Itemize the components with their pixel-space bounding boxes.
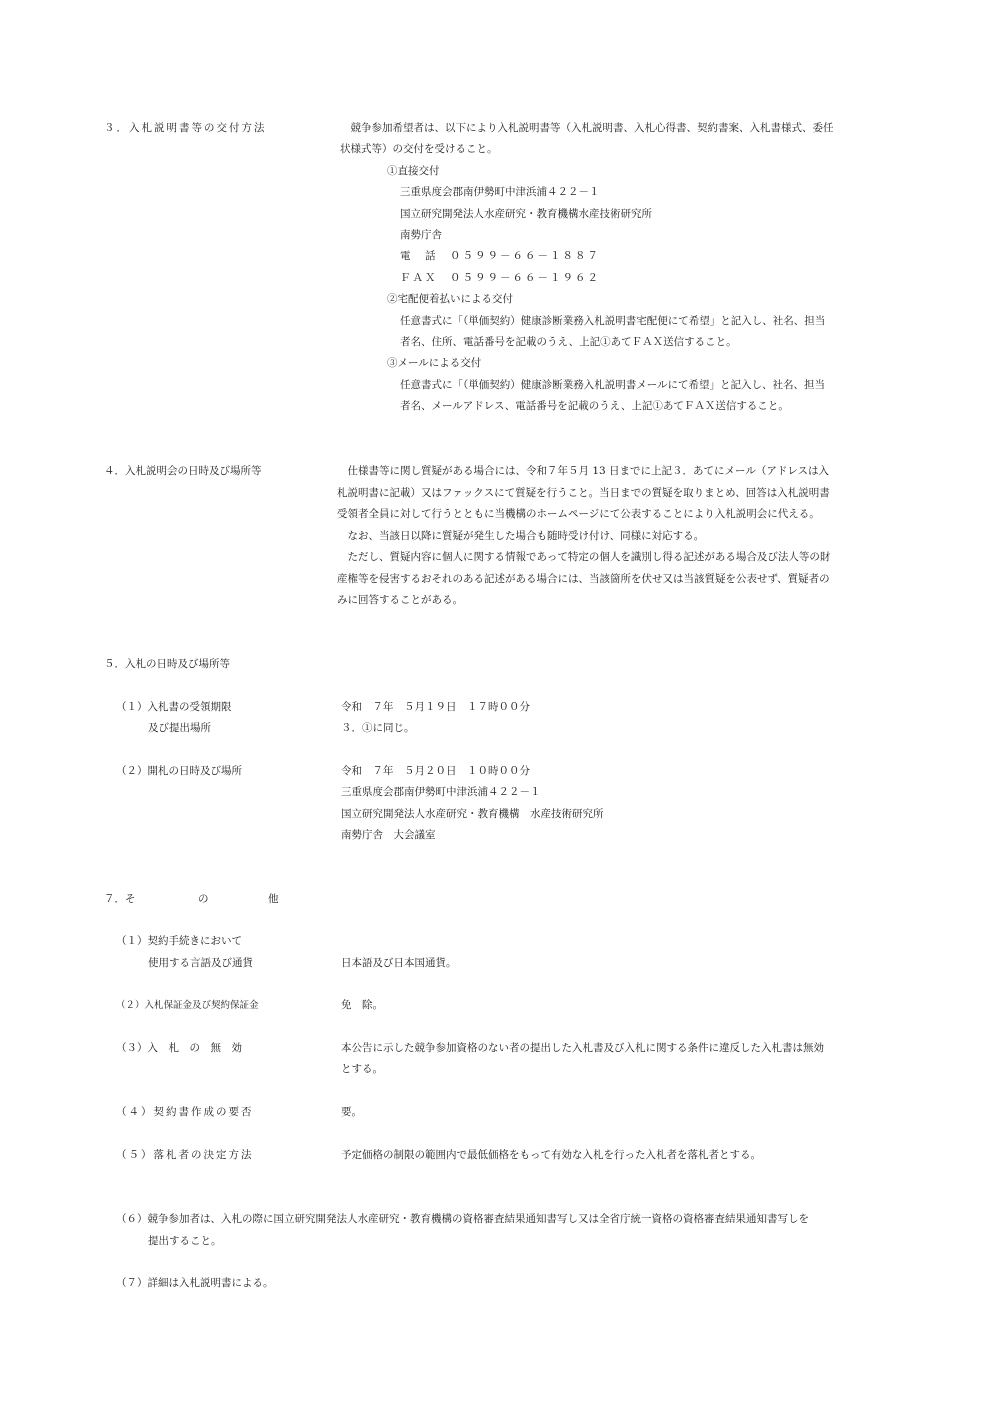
- bid-deadline-label-2: 及び提出場所: [148, 722, 211, 734]
- deposit-label: （２）入札保証金及び契約保証金: [116, 1000, 259, 1011]
- direct-delivery-fax: ＦＡＸ ０５９９－６６－１９６２: [400, 272, 600, 284]
- language-value: 日本語及び日本国通貨。: [341, 957, 457, 969]
- section-3-heading: ３．入札説明書等の交付方法: [104, 122, 267, 134]
- section-3-intro-line-2: 状様式等）の交付を受けること。: [340, 143, 498, 155]
- opening-value-4: 南勢庁舎 大会議室: [341, 829, 436, 841]
- direct-delivery-address: 三重県度会郡南伊勢町中津浜浦４２２－１: [400, 186, 600, 198]
- direct-delivery-tel: 電 話 ０５９９－６６－１８８７: [400, 250, 600, 262]
- language-label-2: 使用する言語及び通貨: [148, 957, 253, 969]
- direct-delivery-office: 南勢庁舎: [400, 229, 442, 241]
- courier-delivery-line-2: 者名、住所、電話番号を記載のうえ、上記①あてＦＡＸ送信すること。: [400, 336, 737, 348]
- section-4-line-7: みに回答することがある。: [337, 594, 463, 606]
- mail-delivery-line-1: 任意書式に「（単価契約）健康診断業務入札説明書メールにて希望」と記入し、社名、担当: [400, 379, 826, 391]
- mail-delivery-line-2: 者名、メールアドレス、電話番号を記載のうえ、上記①あてＦＡＸ送信すること。: [400, 400, 789, 412]
- section-7-heading-num: ７．そ: [104, 893, 136, 905]
- opening-value-3: 国立研究開発法人水産研究・教育機構 水産技術研究所: [341, 808, 604, 820]
- courier-delivery-line-1: 任意書式に「（単価契約）健康診断業務入札説明書宅配便にて希望」と記入し、社名、担当: [400, 315, 826, 327]
- invalid-bid-label: （３）入 札 の 無 効: [116, 1042, 242, 1054]
- winner-method-value: 予定価格の制限の範囲内で最低価格をもって有効な入札を行った入札者を落札者とする。: [341, 1149, 761, 1161]
- section-4-line-4: なお、当該日以降に質疑が発生した場合も随時受け付け、同様に対応する。: [337, 530, 705, 542]
- invalid-bid-line-1: 本公告に示した競争参加資格のない者の提出した入札書及び入札に関する条件に違反した入札書は無効: [341, 1042, 824, 1054]
- deposit-value: 免 除。: [341, 999, 383, 1011]
- bid-deadline-label: （１）入札書の受領期限: [116, 701, 232, 713]
- details-note: （７）詳細は入札説明書による。: [116, 1277, 274, 1289]
- courier-delivery-label: ②宅配便着払いによる交付: [387, 293, 513, 305]
- section-4-line-6: 産権等を侵害するおそれのある記述がある場合には、当該箇所を伏せ又は当該質疑を公表せず、質疑者の: [337, 573, 830, 585]
- qualification-line-2: 提出すること。: [148, 1235, 222, 1247]
- bid-place-value: ３．①に同じ。: [341, 722, 415, 734]
- bid-deadline-value: 令和 ７年 ５月１９日 １７時００分: [341, 701, 530, 713]
- contract-doc-label: （４）契約書作成の要否: [116, 1106, 254, 1118]
- section-7-heading-mid: の: [198, 893, 209, 905]
- section-4-heading: ４．入札説明会の日時及び場所等: [104, 465, 262, 477]
- language-label: （１）契約手続きにおいて: [116, 935, 242, 947]
- qualification-line-1: （６）競争参加者は、入札の際に国立研究開発法人水産研究・教育機構の資格審査結果通知書写し又は全省庁統一資格の資格審査結果通知書写しを: [116, 1213, 809, 1225]
- mail-delivery-label: ③メールによる交付: [387, 357, 482, 369]
- opening-value-2: 三重県度会郡南伊勢町中津浜浦４２２－１: [341, 786, 541, 798]
- opening-label: （２）開札の日時及び場所: [116, 765, 242, 777]
- section-5-heading: ５．入札の日時及び場所等: [104, 658, 230, 670]
- section-7-heading-end: 他: [268, 893, 279, 905]
- invalid-bid-line-2: とする。: [341, 1063, 383, 1075]
- opening-value-1: 令和 ７年 ５月２０日 １０時００分: [341, 765, 530, 777]
- winner-method-label: （５）落札者の決定方法: [116, 1149, 254, 1161]
- section-3-intro-line-1: 競争参加希望者は、以下により入札説明書等（入札説明書、入札心得書、契約書案、入札書様式、委任: [340, 122, 834, 134]
- direct-delivery-org: 国立研究開発法人水産研究・教育機構水産技術研究所: [400, 208, 652, 220]
- direct-delivery-label: ①直接交付: [387, 165, 440, 177]
- section-4-line-1: 仕様書等に関し質疑がある場合には、令和７年５月 13 日までに上記３．あてにメール（アドレスは入: [337, 465, 830, 477]
- contract-doc-value: 要。: [341, 1106, 362, 1118]
- section-4-line-3: 受領者全員に対して行うとともに当機構のホームページにて公表することにより入札説明会に代える。: [337, 508, 820, 520]
- section-4-line-2: 札説明書に記載）又はファックスにて質疑を行うこと。当日までの質疑を取りまとめ、回答は入札説明書: [337, 487, 830, 499]
- section-4-line-5: ただし、質疑内容に個人に関する情報であって特定の個人を識別し得る記述がある場合及び法人等の財: [337, 551, 831, 563]
